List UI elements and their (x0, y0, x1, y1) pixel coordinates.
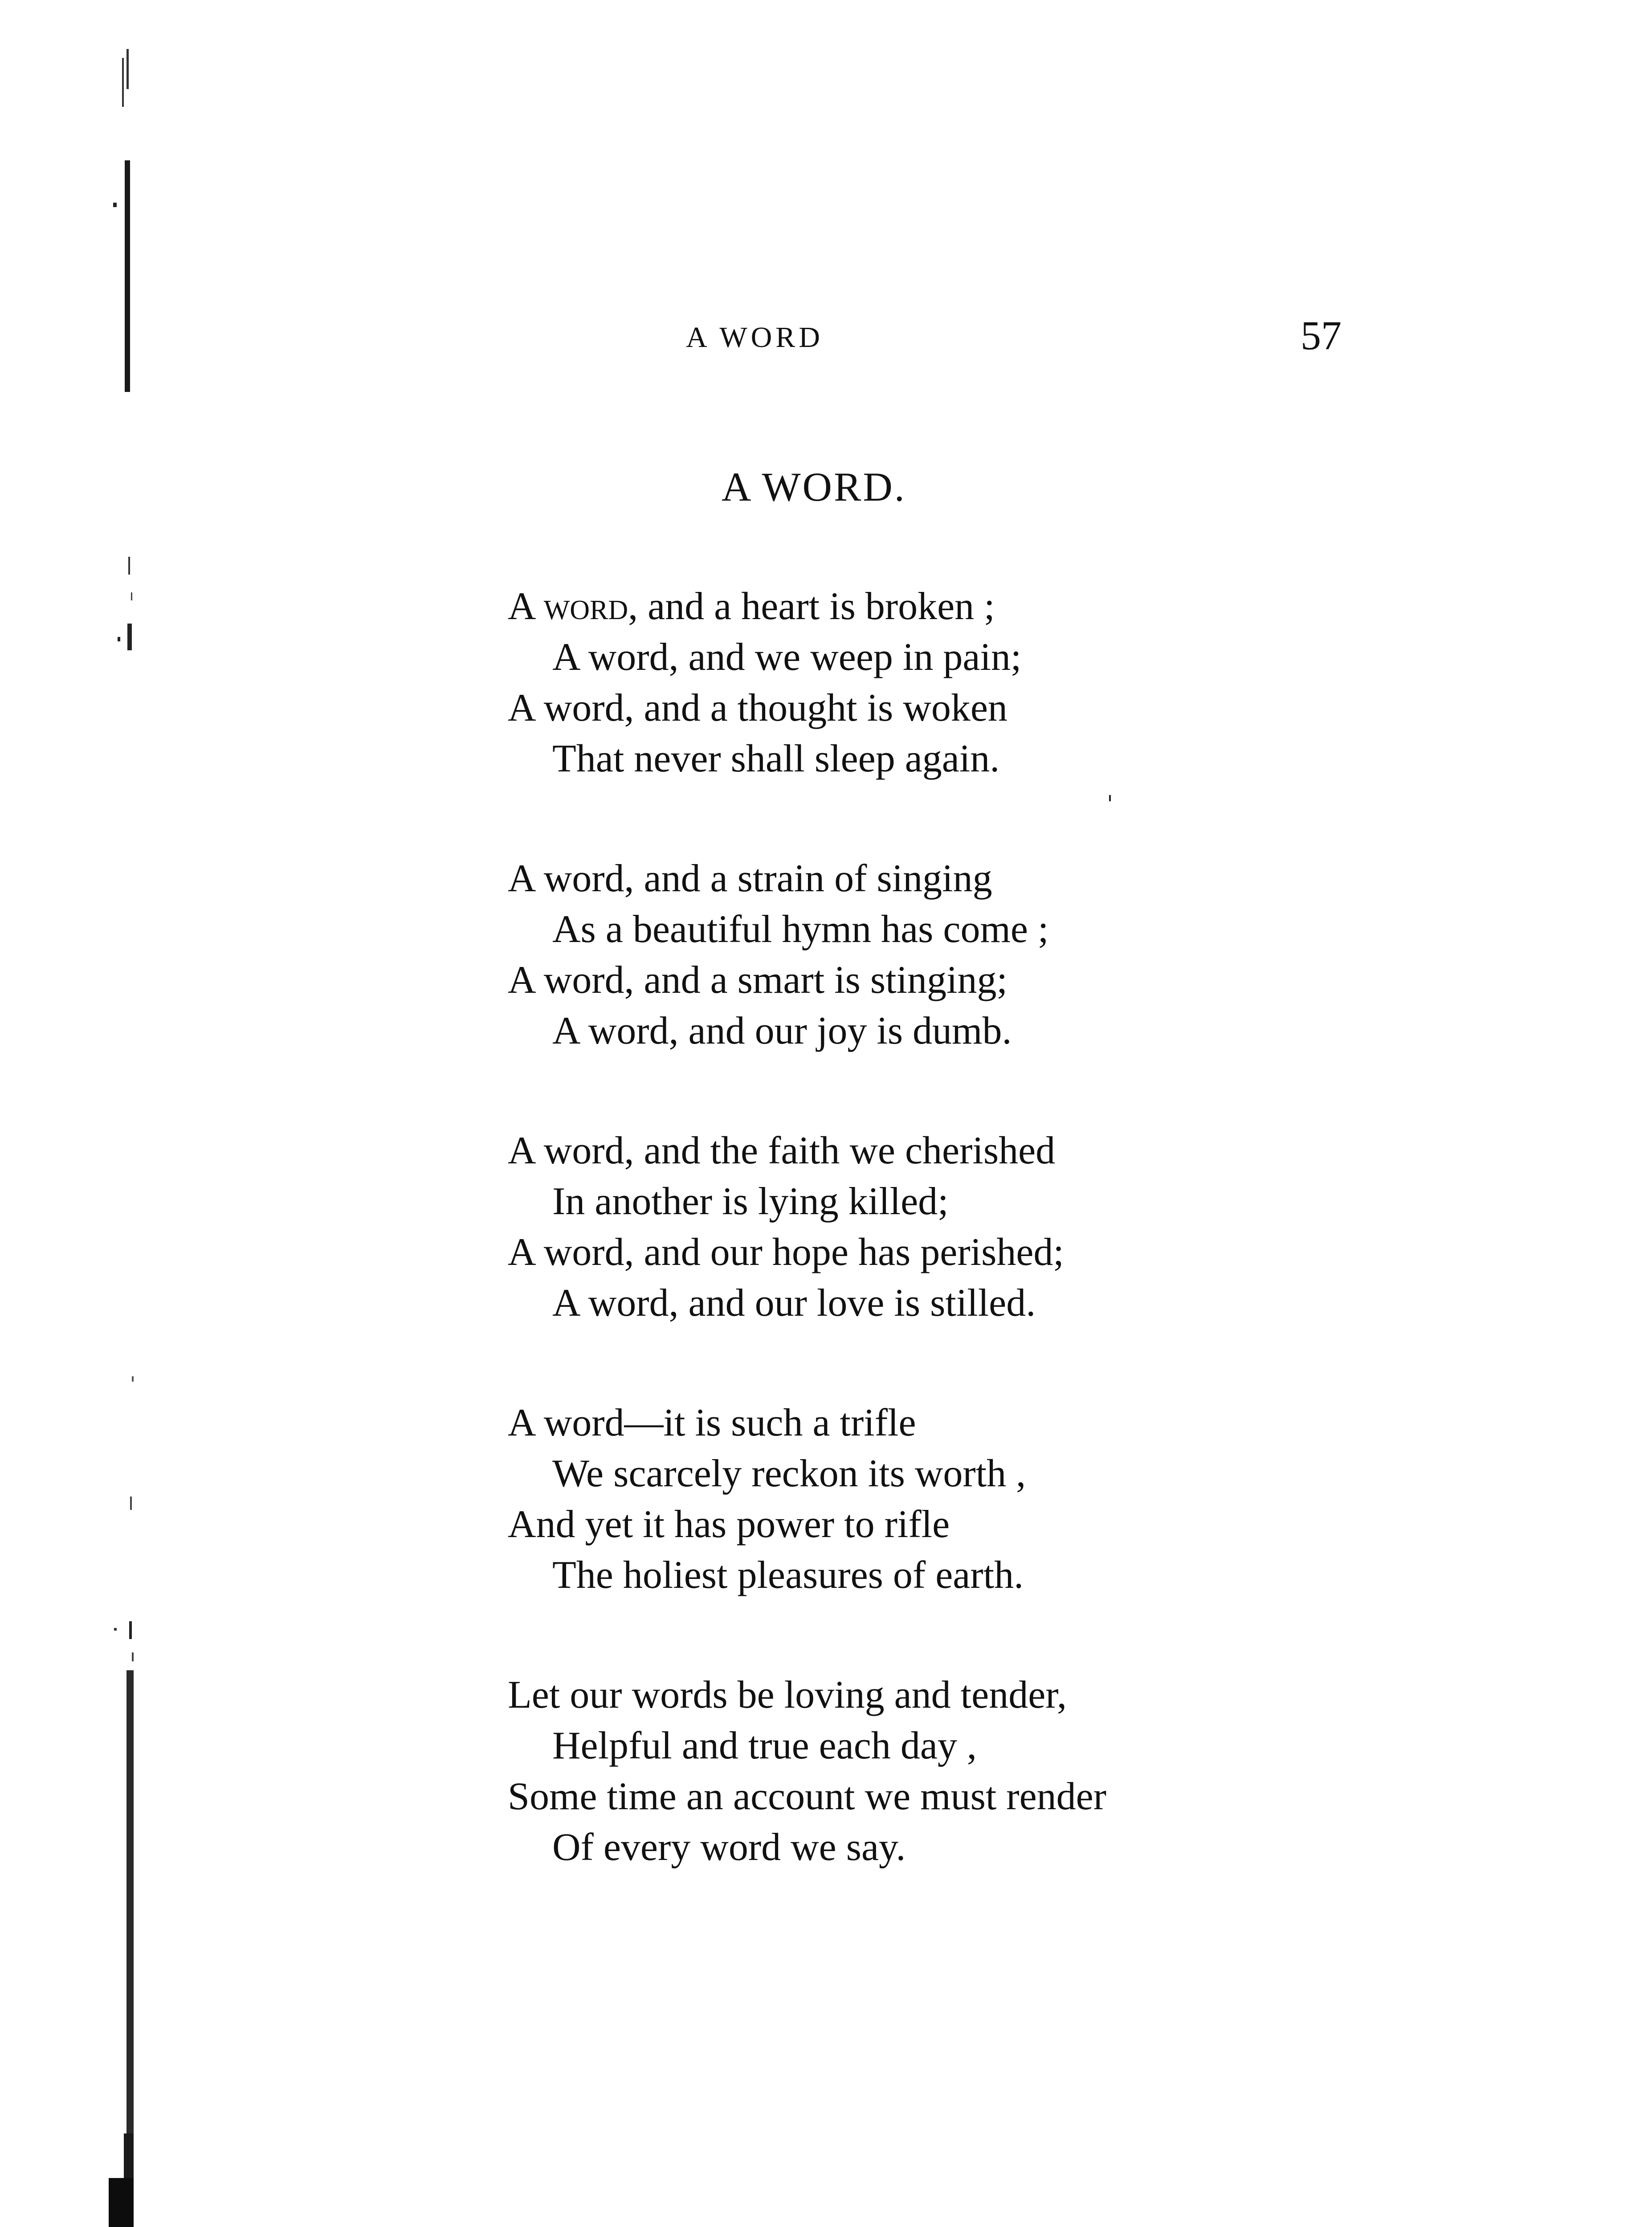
poem-line: Let our words be loving and tender, (508, 1673, 1067, 1717)
poem-line: A word, and a smart is stinging; (508, 959, 1008, 1002)
page-number: 57 (1301, 313, 1342, 358)
stanza (508, 1398, 1399, 1601)
scanned-binding-edge (107, 49, 143, 2227)
poem-line: A word, and our love is stilled. (552, 1281, 1036, 1325)
stanza (508, 1670, 1399, 1873)
scan-speck (1109, 795, 1111, 801)
poem-line: A word, and a thought is woken (508, 686, 1008, 730)
running-head: A WORD (686, 321, 824, 354)
poem-line: A word—it is such a trifle (508, 1401, 916, 1444)
poem-line: A word, and the faith we cherished (508, 1129, 1056, 1172)
stanza (508, 581, 1399, 784)
poem-body (508, 581, 1399, 1942)
poem-line: Of every word we say. (552, 1826, 906, 1869)
poem-line: As a beautiful hymn has come ; (552, 908, 1049, 951)
stanza (508, 853, 1399, 1056)
poem-line: Some time an account we must render (508, 1775, 1107, 1818)
poem-line: A word, and a heart is broken ; (508, 585, 995, 628)
poem-line: A word, and a strain of singing (508, 857, 992, 900)
poem-line: We scarcely reckon its worth , (552, 1452, 1026, 1495)
poem-line: A word, and our hope has perished; (508, 1231, 1064, 1274)
poem-title: A WORD. (722, 464, 906, 510)
poem-line: A word, and our joy is dumb. (552, 1009, 1012, 1052)
poem-line: A word, and we weep in pain; (552, 636, 1022, 679)
poem-line: The holiest pleasures of earth. (552, 1554, 1024, 1597)
poem-line: In another is lying killed; (552, 1180, 949, 1223)
poem-line: Helpful and true each day , (552, 1724, 977, 1767)
stanza (508, 1126, 1399, 1329)
poem-line: And yet it has power to rifle (508, 1503, 950, 1546)
poem-line: That never shall sleep again. (552, 737, 1000, 780)
